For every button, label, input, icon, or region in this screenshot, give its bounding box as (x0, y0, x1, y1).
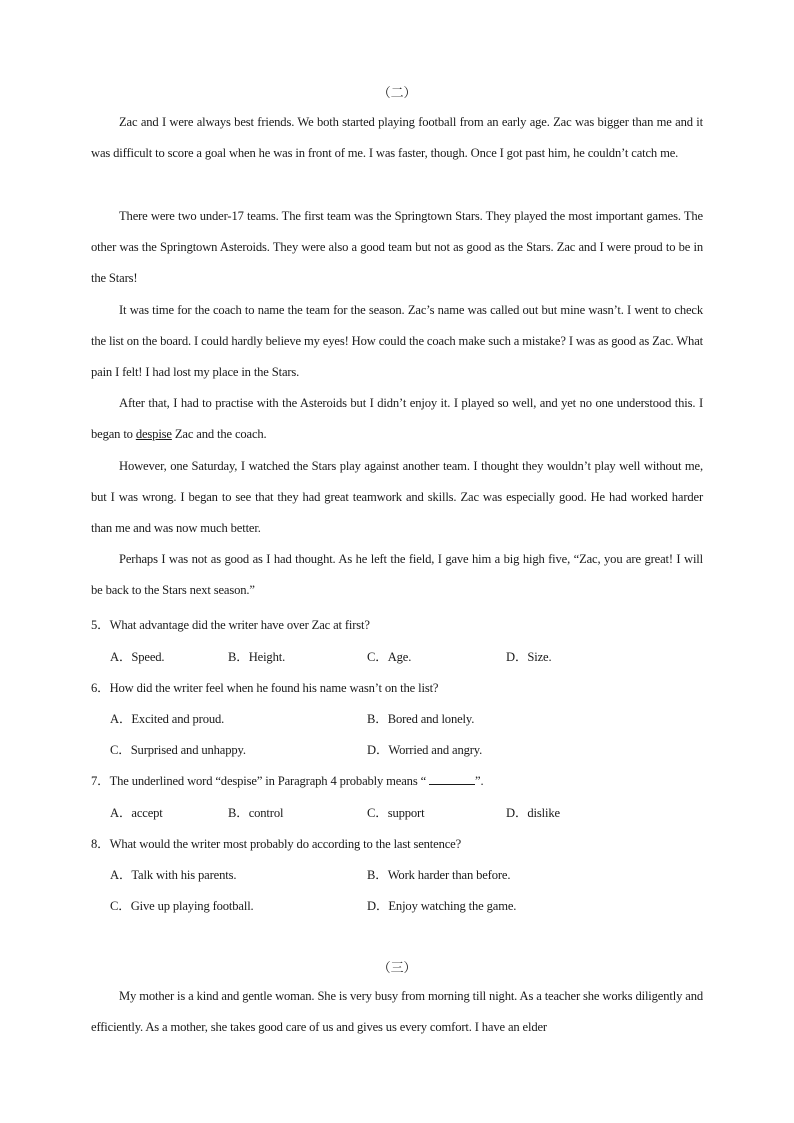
question-6-option-b[interactable]: B．Bored and lonely. (367, 712, 475, 726)
question-7-stem (91, 770, 711, 789)
question-8-option-a[interactable]: A．Talk with his parents. (110, 868, 237, 882)
question-8-option-b[interactable]: B．Work harder than before. (367, 868, 511, 882)
paragraph-4-text-before: After that, I had to practise with the Asteroids but I didn’t enjoy it. I played so well, and yet no one understood this. I began to (91, 396, 703, 442)
question-5-option-b[interactable]: B．Height. (228, 650, 286, 664)
question-6-option-c[interactable]: C．Surprised and unhappy. (110, 743, 246, 757)
passage-3-paragraph-1: My mother is a kind and gentle woman. She is very busy from morning till night. As a teacher she works diligently and efficiently. As a mother, she takes good care of us and gives us every comfort. I have an elder (91, 989, 703, 1035)
passage-2-paragraph-3: It was time for the coach to name the team for the season. Zac’s name was called out but mine wasn’t. I went to check the list on the board. I could hardly believe my eyes! How could the coach make such a mistake? I was as good as Zac. What pain I felt! I had lost my place in the Stars. (91, 303, 703, 380)
question-6-option-a[interactable]: A．Excited and proud. (110, 712, 225, 726)
question-8-option-c[interactable]: C．Give up playing football. (110, 899, 254, 913)
passage-2-paragraph-5: However, one Saturday, I watched the Stars play against another team. I thought they wouldn’t play well without me, but I was wrong. I began to see that they had great teamwork and skills. Zac was especially good. He had worked harder than me and was now much better. (91, 459, 703, 536)
question-7-option-d[interactable]: D．dislike (506, 806, 560, 820)
question-7-option-a[interactable]: A．accept (110, 806, 163, 820)
section-3-heading: （三） (377, 960, 417, 975)
answer-blank (429, 774, 475, 785)
section-2-heading: （二） (377, 85, 417, 100)
question-8-stem: 8．What would the writer most probably do according to the last sentence? (91, 837, 462, 851)
paragraph-4-text-after: Zac and the coach. (171, 427, 267, 442)
question-7-option-b[interactable]: B．control (228, 806, 284, 820)
question-5-stem: 5．What advantage did the writer have over Zac at first? (91, 618, 370, 632)
question-6-option-d[interactable]: D．Worried and angry. (367, 743, 483, 757)
question-7-option-c[interactable]: C．support (367, 806, 425, 820)
question-7-stem-before: 7．The underlined word “despise” in Paragraph 4 probably means “ (91, 774, 430, 788)
question-5-option-c[interactable]: C．Age. (367, 650, 412, 664)
question-5-option-a[interactable]: A．Speed. (110, 650, 165, 664)
question-6-stem: 6．How did the writer feel when he found his name wasn’t on the list? (91, 681, 439, 695)
question-7-stem-after: ”. (475, 774, 484, 788)
passage-2-paragraph-1: Zac and I were always best friends. We both started playing football from an early age. Zac was bigger than me and it was difficult to score a goal when he was in front of me. I was faster, though. Once I got past him, he couldn’t catch me. (91, 115, 703, 161)
question-8-option-d[interactable]: D．Enjoy watching the game. (367, 899, 517, 913)
passage-2-paragraph-6: Perhaps I was not as good as I had thought. As he left the field, I gave him a big high five, “Zac, you are great! I will be back to the Stars next season.” (91, 552, 703, 598)
question-5-option-d[interactable]: D．Size. (506, 650, 552, 664)
passage-2-paragraph-2: There were two under-17 teams. The first team was the Springtown Stars. They played the most important games. The other was the Springtown Asteroids. They were also a good team but not as good as the Stars. Zac and I were proud to be in the Stars! (91, 209, 703, 286)
passage-2-paragraph-4 (91, 388, 703, 450)
underlined-word-despise: despise (135, 427, 172, 442)
